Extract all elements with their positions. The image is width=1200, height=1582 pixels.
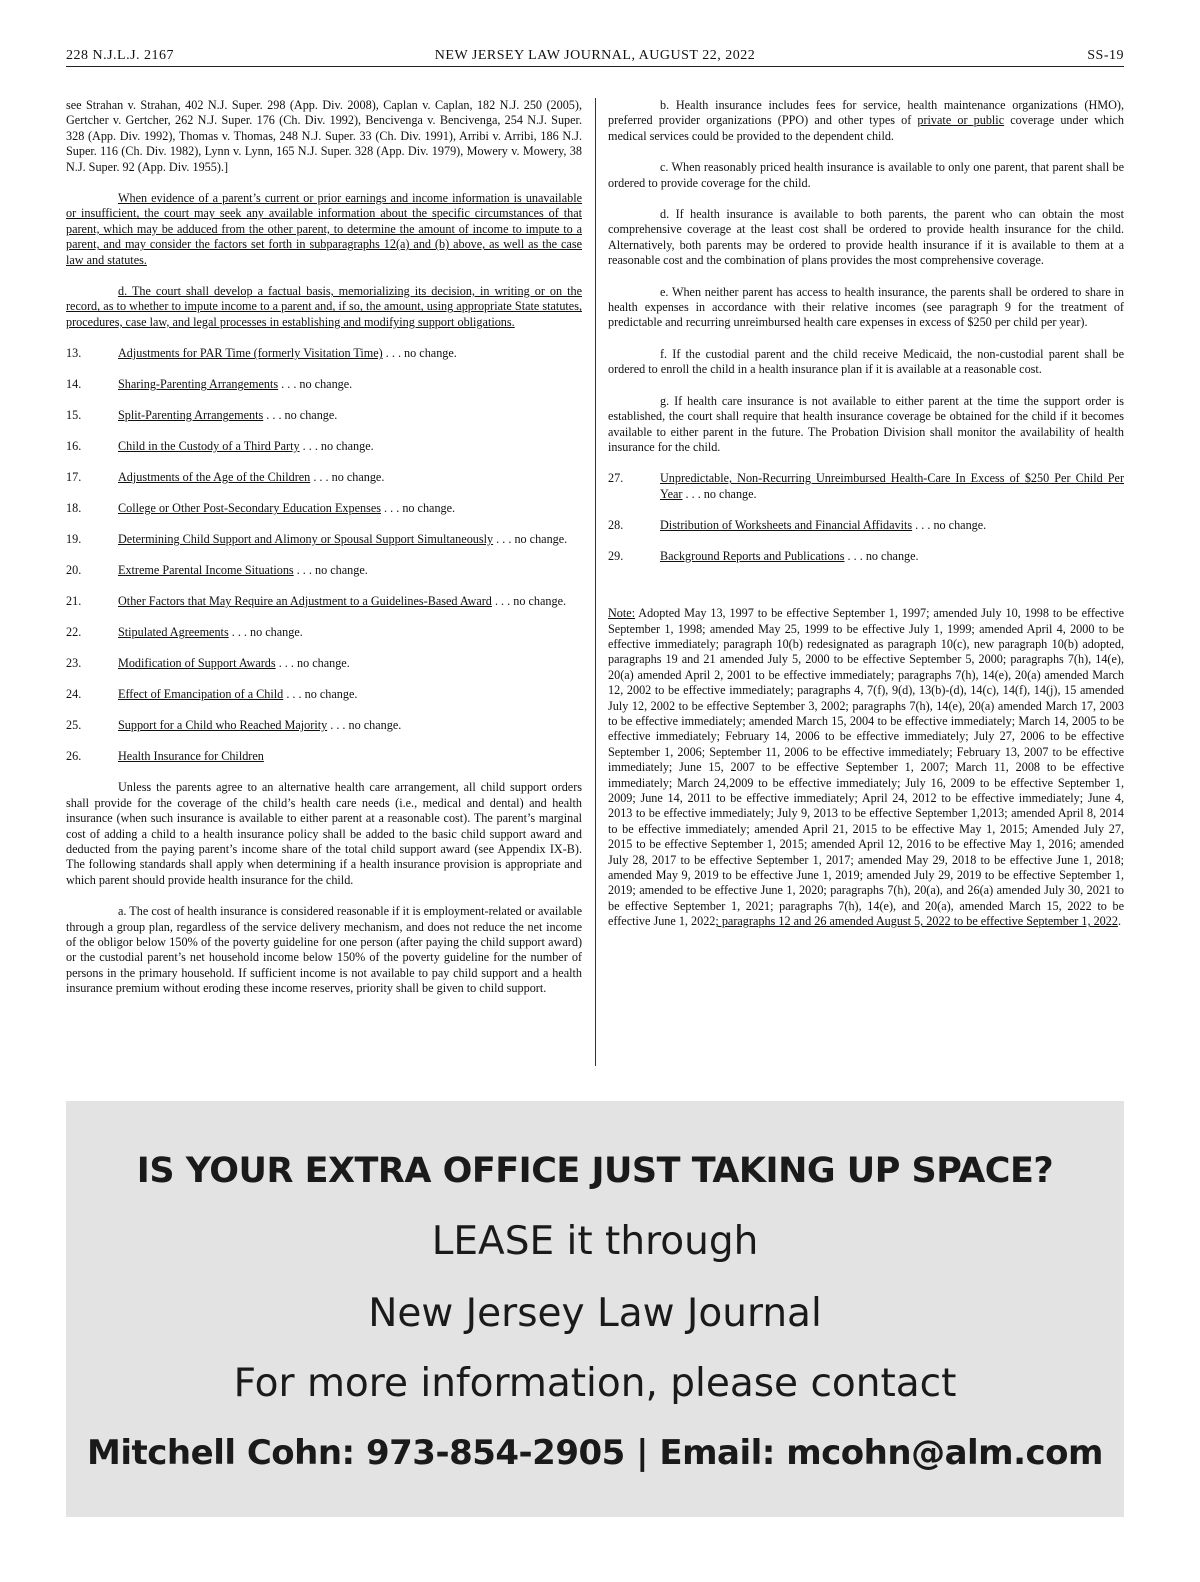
- note-amendment: ; paragraphs 12 and 26 amended August 5, 2022 to be effective September 1, 2022: [715, 914, 1118, 929]
- item-status: . . . no change.: [283, 687, 358, 702]
- item-status: . . . no change.: [844, 548, 919, 563]
- item-status: . . . no change.: [491, 594, 567, 609]
- item-title: Distribution of Worksheets and Financial Affidavits: [660, 517, 913, 532]
- list-item: [66, 749, 582, 764]
- item-status: . . . no change.: [310, 470, 385, 485]
- item-status: . . . no change.: [682, 486, 757, 501]
- item-title: Stipulated Agreements: [118, 625, 229, 640]
- advertisement: [66, 1101, 1124, 1517]
- item-status: . . . no change.: [382, 346, 457, 361]
- paragraph-b: [608, 98, 1124, 144]
- page-number: SS-19: [1087, 48, 1124, 63]
- item-number: 19.: [66, 532, 82, 547]
- left-column: [66, 98, 582, 1013]
- item-title: Other Factors that May Require an Adjustment to a Guidelines-Based Award: [118, 594, 492, 609]
- ad-contact-info: Mitchell Cohn: 973-854-2905 | Email: mcohn@alm.com: [87, 1433, 1103, 1473]
- list-item: [66, 501, 582, 516]
- item-title: Effect of Emancipation of a Child: [118, 687, 284, 702]
- item-status: . . . no change.: [912, 517, 987, 532]
- paragraph-g: g. If health care insurance is not available to either parent at the time the support order is established, the court shall require that health insurance coverage be obtained for the child if it becomes available to either parent in the future. The Probation Division shall monitor the availability of health insurance for the child.: [608, 393, 1124, 454]
- page-header: [66, 46, 1124, 67]
- list-item: [608, 471, 1124, 502]
- item-status: . . . no change.: [278, 377, 353, 392]
- item-number: 24.: [66, 687, 82, 702]
- item-number: 20.: [66, 563, 82, 578]
- list-item: [66, 625, 582, 640]
- item-title: Adjustments of the Age of the Children: [118, 470, 311, 485]
- paragraph-c: c. When reasonably priced health insurance is available to only one parent, that parent shall be ordered to provide coverage for the child.: [608, 160, 1124, 190]
- paragraph-b-underlined: private or public: [917, 113, 1005, 128]
- note-end: .: [1117, 914, 1121, 929]
- item-title: Extreme Parental Income Situations: [118, 563, 294, 578]
- list-item: [66, 532, 582, 547]
- item-title: Sharing-Parenting Arrangements: [118, 377, 279, 392]
- item-number: 23.: [66, 656, 82, 671]
- item-title: Background Reports and Publications: [660, 548, 845, 563]
- list-item: [608, 549, 1124, 564]
- list-item: [66, 470, 582, 485]
- list-item: [608, 518, 1124, 533]
- adoption-note: [608, 606, 1124, 930]
- publication-title: NEW JERSEY LAW JOURNAL, AUGUST 22, 2022: [434, 48, 756, 63]
- item-number: 14.: [66, 377, 82, 392]
- imputed-income-paragraph: When evidence of a parent’s current or prior earnings and income information is unavailable or insufficient, the court may seek any available information about the specific circumstances of that parent, which may be adduced from the other parent, to determine the amount of income to impute to a parent, and may consider the factors set forth in subparagraphs 12(a) and (b) above, as well as the case law and statutes.: [66, 191, 582, 267]
- factual-basis-paragraph: d. The court shall develop a factual basis, memorializing its decision, in writing or on the record, as to whether to impute income to a parent and, if so, the amount, using appropriate State statutes, procedures, case law, and legal processes in establishing and modifying support obligations.: [66, 284, 582, 329]
- item-status: . . . no change.: [327, 718, 402, 733]
- right-column: [608, 98, 1124, 946]
- case-citations-paragraph: see Strahan v. Strahan, 402 N.J. Super. 298 (App. Div. 2008), Caplan v. Caplan, 182 N.J. 250 (2005), Gertcher v. Gertcher, 262 N.J. Super. 176 (Ch. Div. 1992), Bencivenga v. Bencivenga, 254 N.J. Super. 328 (App. Div. 1992), Thomas v. Thomas, 248 N.J. Super. 33 (Ch. Div. 1991), Arribi v. Arribi, 186 N.J. Super. 116 (Ch. Div. 1982), Lynn v. Lynn, 165 N.J. Super. 328 (App. Div. 1979), Mowery v. Mowery, 38 N.J. Super. 92 (App. Div. 1955).]: [66, 98, 582, 174]
- paragraph-b-text-end: coverage under which medical services could be provided to the dependent child.: [608, 113, 1125, 143]
- item-number: 16.: [66, 439, 82, 454]
- item-status: . . . no change.: [275, 656, 350, 671]
- list-item: [66, 408, 582, 423]
- item-number: 28.: [608, 517, 624, 532]
- paragraph-b-text: b. Health insurance includes fees for service, health maintenance organizations (HMO), preferred provider organizations (PPO) and other types of: [608, 98, 1124, 128]
- list-item: [66, 718, 582, 733]
- paragraph-e: e. When neither parent has access to health insurance, the parents shall be ordered to share in health expenses in accordance with their relative incomes (see paragraph 9 for the treatment of predictable and recurring unreimbursed health care expenses in excess of $250 per child per year).: [608, 284, 1124, 330]
- health-insurance-paragraph: Unless the parents agree to an alternative health care arrangement, all child support orders shall provide for the coverage of the child’s health care needs (i.e., medical and dental) and health insurance (when such insurance is available to either parent at a reasonable cost). The parent’s marginal cost of adding a child to a health insurance policy shall be added to the basic child support award and deducted from the paying parent’s income share of the total child support award (see Appendix IX-B). The following standards shall apply when determining if a health insurance provision is appropriate and which parent should provide health insurance for the child.: [66, 780, 582, 887]
- list-item: [66, 656, 582, 671]
- list-item: [66, 594, 582, 609]
- paragraph-d: d. If health insurance is available to both parents, the parent who can obtain the most comprehensive coverage at the least cost shall be ordered to provide health insurance for the child. Alternatively, both parents may be ordered to provide health insurance if it is available to them at a reasonable cost and the combination of plans provides the most comprehensive coverage.: [608, 207, 1124, 268]
- column-divider: [595, 98, 596, 1066]
- item-title: Modification of Support Awards: [118, 656, 276, 671]
- list-item: [66, 687, 582, 702]
- list-item: [66, 439, 582, 454]
- item-number: 13.: [66, 346, 82, 361]
- item-title: Adjustments for PAR Time (formerly Visitation Time): [118, 346, 383, 361]
- note-label: Note:: [608, 606, 636, 621]
- reasonable-cost-paragraph: a. The cost of health insurance is considered reasonable if it is employment-related or available through a group plan, regardless of the service delivery mechanism, and does not reduce the net income of the obligor below 150% of the poverty guideline for one person (after paying the child support award) or the custodial parent’s net household income below 150% of the poverty guideline for the number of persons in the primary household. If sufficient income is not available to pay child support and a health insurance premium without eroding these income reserves, priority shall be given to child support.: [66, 904, 582, 996]
- item-status: . . . no change.: [299, 439, 374, 454]
- ad-headline: IS YOUR EXTRA OFFICE JUST TAKING UP SPACE?: [136, 1151, 1054, 1191]
- item-number: 17.: [66, 470, 82, 485]
- item-title: Split-Parenting Arrangements: [118, 408, 264, 423]
- item-status: . . . no change.: [228, 625, 303, 640]
- list-item: [66, 346, 582, 361]
- item-title: College or Other Post-Secondary Education Expenses: [118, 501, 381, 516]
- ad-line-lease: LEASE it through: [431, 1219, 759, 1264]
- note-text: Adopted May 13, 1997 to be effective September 1, 1997; amended July 10, 1998 to be effective September 1, 1998; amended May 25, 1999 to be effective July 1, 1999; amended April 4, 2000 to be effective immediately; paragraph 10(b) redesignated as paragraph 10(c), new paragraph 10(b) adopted, paragraphs 19 and 21 amended July 5, 2000 to be effective September 5, 2000; paragraphs 7(h), 14(e), 20(a) amended April 2, 2001 to be effective immediately; paragraphs 7(h), 14(e), 20(a) amended March 12, 2002 to be effective immediately; paragraphs 4, 7(f), 9(d), 13(b)-(d), 14(c), 14(f), 14(j), 15 amended July 12, 2002 to be effective September 3, 2002; paragraphs 7(h), 14(e), 20(a) amended March 17, 2003 to be effective immediately; amended March 15, 2004 to be effective immediately; March 14, 2005 to be effective immediately; February 14, 2006 to be effective immediately; July 27, 2006 to be effective September 1, 2006; September 11, 2006 to be effective immediately; February 13, 2007 to be effective immediately; June 15, 2007 to be effective September 1, 2007; March 11, 2008 to be effective immediately; March 24,2009 to be effective immediately; July 16, 2009 to be effective September 1, 2009; June 14, 2011 to be effective immediately; April 24, 2012 to be effective immediately; June 4, 2013 to be effective immediately; July 9, 2013 to be effective September 1,2013; amended April 8, 2014 to be effective immediately; amended April 21, 2015 to be effective May 1, 2015; Amended July 27, 2015 to be effective September 1, 2015; amended April 12, 2016 to be effective May 1, 2016; amended July 28, 2017 to be effective September 1, 2017; amended May 29, 2018 to be effective June 1, 2018; amended May 9, 2019 to be effective June 1, 2019; amended July 29, 2019 to be effective September 1, 2019; amended to be effective June 1, 2020; paragraphs 7(h), 20(a), and 26(a) amended July 30, 2021 to be effective September 1, 2021; paragraphs 7(h), 14(e), and 20(a), amended March 15, 2022 to be effective June 1, 2022: [608, 606, 1124, 929]
- item-status: . . . no change.: [493, 532, 568, 547]
- item-title: Health Insurance for Children: [118, 749, 264, 764]
- list-item: [66, 377, 582, 392]
- item-title: Unpredictable, Non-Recurring Unreimbursed Health-Care In Excess of $250 Per Child Per Year: [660, 471, 1124, 501]
- list-item: [66, 563, 582, 578]
- item-number: 15.: [66, 408, 82, 423]
- item-number: 25.: [66, 718, 82, 733]
- ad-line-contact-prompt: For more information, please contact: [233, 1361, 957, 1406]
- item-status: . . . no change.: [263, 408, 338, 423]
- paragraph-f: f. If the custodial parent and the child receive Medicaid, the non-custodial parent shall be ordered to enroll the child in a health insurance plan if it is available at a reasonable cost.: [608, 346, 1124, 377]
- item-number: 21.: [66, 594, 82, 609]
- item-title: Support for a Child who Reached Majority: [118, 718, 328, 733]
- citation: 228 N.J.L.J. 2167: [66, 48, 175, 63]
- item-status: . . . no change.: [380, 501, 456, 516]
- item-number: 29.: [608, 548, 624, 563]
- item-number: 26.: [66, 749, 82, 764]
- item-title: Determining Child Support and Alimony or Spousal Support Simultaneously: [118, 532, 494, 547]
- ad-line-publication: New Jersey Law Journal: [368, 1291, 822, 1336]
- item-number: 27.: [608, 471, 624, 486]
- item-status: . . . no change.: [293, 563, 368, 578]
- item-title: Child in the Custody of a Third Party: [118, 439, 300, 454]
- item-number: 22.: [66, 625, 82, 640]
- item-number: 18.: [66, 501, 82, 516]
